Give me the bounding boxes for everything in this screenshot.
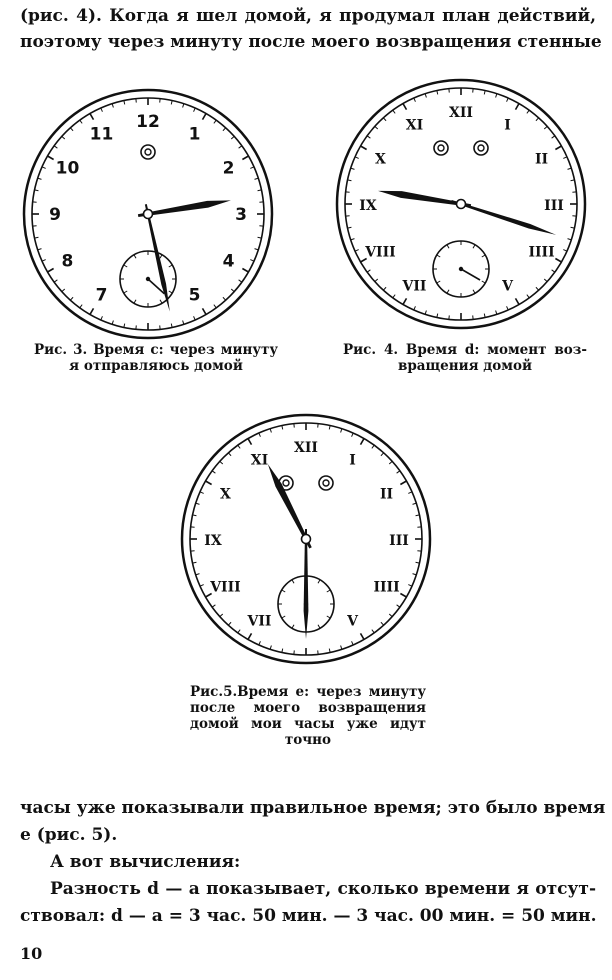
minute-hand xyxy=(451,200,556,235)
clock-face xyxy=(333,76,589,332)
hour-numeral: 8 xyxy=(61,251,74,272)
minute-tick xyxy=(200,585,204,587)
clock-figure-3 xyxy=(20,86,276,342)
minute-tick xyxy=(112,321,113,325)
clock-face xyxy=(178,411,434,667)
hour-numeral: 2 xyxy=(222,158,235,179)
minute-tick xyxy=(544,126,547,129)
hour-numeral: 3 xyxy=(235,205,247,225)
minute-tick xyxy=(212,471,215,473)
minute-tick xyxy=(425,94,426,98)
minute-tick xyxy=(389,614,392,617)
hour-numeral: III xyxy=(389,533,409,549)
hour-numeral: 9 xyxy=(49,205,61,225)
hour-numeral: X xyxy=(220,486,231,503)
text-line: (рис. 4). Когда я шел домой, я продумал план действий, xyxy=(20,6,596,26)
minute-tick xyxy=(270,646,271,650)
hour-numeral: III xyxy=(544,198,564,214)
minute-tick xyxy=(54,280,57,282)
text-line: ствовал: d — a = 3 час. 50 мин. — 3 час. 00 мин. = 50 мин. xyxy=(20,906,597,926)
minute-tick xyxy=(403,104,407,110)
minute-tick xyxy=(200,492,204,494)
minute-tick xyxy=(351,168,355,169)
minute-tick xyxy=(507,306,509,310)
minute-tick xyxy=(568,168,572,169)
hour-numeral: 1 xyxy=(188,124,201,145)
minute-tick xyxy=(393,110,395,113)
minute-tick xyxy=(101,316,103,320)
minute-tick xyxy=(555,259,561,263)
center-pivot xyxy=(144,210,153,219)
minute-tick xyxy=(414,98,416,102)
minute-tick xyxy=(516,298,520,304)
minute-tick xyxy=(372,445,374,448)
minute-tick xyxy=(80,120,82,123)
minute-tick xyxy=(552,136,555,138)
minute-tick xyxy=(355,157,359,159)
text-line: поэтому через минуту после моего возвращения стенные xyxy=(20,32,602,52)
minute-tick xyxy=(231,289,234,292)
hour-numeral: 10 xyxy=(55,158,80,179)
minute-tick xyxy=(223,128,226,131)
minute-tick xyxy=(375,279,378,282)
minute-tick xyxy=(527,110,529,113)
winding-hole-center xyxy=(438,145,444,151)
minute-tick xyxy=(408,492,412,494)
minute-tick xyxy=(42,167,46,169)
hour-numeral: 11 xyxy=(89,124,114,145)
minute-tick xyxy=(361,633,365,639)
hour-numeral: IIII xyxy=(528,244,555,261)
minute-tick xyxy=(112,104,113,108)
minute-tick xyxy=(250,260,254,262)
minute-tick xyxy=(228,453,231,456)
minute-tick xyxy=(259,641,261,645)
minute-tick xyxy=(194,108,196,112)
minute-tick xyxy=(355,250,359,252)
minute-tick xyxy=(397,471,400,473)
minute-tick xyxy=(54,146,57,148)
minute-tick xyxy=(400,594,406,598)
hour-numeral: 12 xyxy=(136,112,160,132)
hour-numeral: 5 xyxy=(188,285,201,306)
minute-tick xyxy=(220,461,223,464)
winding-hole-center xyxy=(283,480,289,486)
hour-numeral: VII xyxy=(247,613,272,630)
minute-tick xyxy=(183,321,184,325)
text-line: Разность d — a показывает, сколько времени я отсут- xyxy=(50,879,596,899)
minute-tick xyxy=(214,305,216,308)
minute-tick xyxy=(352,433,354,437)
minute-tick xyxy=(42,260,46,262)
seconds-pivot xyxy=(459,267,463,271)
center-pivot xyxy=(302,535,311,544)
minute-tick xyxy=(80,305,82,308)
minute-tick xyxy=(403,298,407,304)
center-pivot xyxy=(457,200,466,209)
minute-tick xyxy=(70,128,73,131)
caption-line: Рис. 4. Время d: момент воз- xyxy=(343,342,587,358)
clock-figure-4 xyxy=(333,76,589,332)
minute-tick xyxy=(239,280,242,282)
minute-tick xyxy=(555,146,561,150)
minute-tick xyxy=(183,104,184,108)
minute-tick xyxy=(242,269,248,273)
minute-tick xyxy=(352,641,354,645)
minute-tick xyxy=(259,433,261,437)
minute-tick xyxy=(228,622,231,625)
hour-numeral: XII xyxy=(294,440,318,456)
hour-numeral: I xyxy=(349,452,356,469)
minute-tick xyxy=(231,136,234,139)
minute-tick xyxy=(101,108,103,112)
clock-figure-5 xyxy=(178,411,434,667)
hour-numeral: II xyxy=(534,151,549,168)
minute-tick xyxy=(223,297,226,300)
minute-tick xyxy=(393,295,395,298)
hour-numeral: XI xyxy=(405,117,424,134)
hour-numeral: XII xyxy=(449,105,473,121)
hour-numeral: IIII xyxy=(373,579,400,596)
minute-tick xyxy=(383,287,386,290)
winding-hole xyxy=(434,141,448,155)
minute-tick xyxy=(381,453,384,456)
minute-tick xyxy=(563,250,567,252)
hour-numeral: VIII xyxy=(210,579,241,596)
minute-tick xyxy=(90,114,94,120)
minute-tick xyxy=(496,311,497,315)
minute-tick xyxy=(62,136,65,139)
hour-numeral: X xyxy=(375,151,386,168)
caption-line: Рис.5.Время e: через минуту xyxy=(190,684,426,700)
minute-tick xyxy=(341,429,342,433)
minute-tick xyxy=(248,633,252,639)
hour-numeral: V xyxy=(502,278,513,295)
minute-tick xyxy=(536,287,539,290)
minute-tick xyxy=(496,94,497,98)
minute-tick xyxy=(238,630,240,633)
winding-hole xyxy=(319,476,333,490)
minute-tick xyxy=(361,439,365,445)
minute-tick xyxy=(250,167,254,169)
minute-tick xyxy=(48,269,54,273)
minute-tick xyxy=(413,503,417,504)
hour-numeral: VII xyxy=(402,278,427,295)
hour-numeral: II xyxy=(379,486,394,503)
minute-tick xyxy=(516,104,520,110)
minute-tick xyxy=(367,270,370,272)
minute-tick xyxy=(38,249,42,250)
minute-tick xyxy=(248,439,252,445)
hour-numeral: IX xyxy=(204,533,222,549)
minute-tick xyxy=(527,295,529,298)
figure-3-caption xyxy=(34,342,278,374)
caption-line: домой мои часы уже идут xyxy=(190,716,426,732)
minute-tick xyxy=(341,646,342,650)
minute-tick xyxy=(38,178,42,179)
caption-line: вращения домой xyxy=(397,358,533,374)
minute-tick xyxy=(212,605,215,607)
winding-hole-center xyxy=(145,149,151,155)
figure-4-caption xyxy=(343,342,587,374)
caption-line: после моего возвращения xyxy=(190,700,426,716)
minute-tick xyxy=(536,118,539,121)
minute-tick xyxy=(62,289,65,292)
minute-tick xyxy=(270,429,271,433)
minute-tick xyxy=(220,614,223,617)
winding-hole-center xyxy=(323,480,329,486)
minute-tick xyxy=(242,156,248,160)
minute-tick xyxy=(367,136,370,138)
caption-line: Рис. 3. Время c: через минуту xyxy=(34,342,278,358)
text-line: часы уже показывали правильное время; это было время xyxy=(20,798,606,818)
minute-tick xyxy=(397,605,400,607)
minute-tick xyxy=(255,249,259,250)
winding-hole xyxy=(474,141,488,155)
minute-tick xyxy=(239,146,242,148)
minute-tick xyxy=(414,306,416,310)
hour-numeral: IX xyxy=(359,198,377,214)
minute-tick xyxy=(70,297,73,300)
minute-tick xyxy=(372,630,374,633)
minute-tick xyxy=(383,118,386,121)
minute-tick xyxy=(552,270,555,272)
minute-tick xyxy=(255,178,259,179)
minute-tick xyxy=(507,98,509,102)
text-line: А вот вычисления: xyxy=(50,852,241,872)
minute-tick xyxy=(214,120,216,123)
minute-tick xyxy=(196,574,200,575)
minute-tick xyxy=(194,316,196,320)
hour-numeral: 4 xyxy=(222,251,235,272)
minute-tick xyxy=(203,114,207,120)
hour-numeral: V xyxy=(347,613,358,630)
minute-tick xyxy=(351,239,355,240)
minute-tick xyxy=(381,622,384,625)
hour-numeral: XI xyxy=(250,452,269,469)
minute-tick xyxy=(568,239,572,240)
hour-numeral: I xyxy=(504,117,511,134)
clock-face xyxy=(20,86,276,342)
minute-tick xyxy=(400,481,406,485)
minute-tick xyxy=(196,503,200,504)
minute-tick xyxy=(375,126,378,129)
minute-tick xyxy=(425,311,426,315)
minute-tick xyxy=(238,445,240,448)
minute-tick xyxy=(413,574,417,575)
minute-tick xyxy=(361,146,367,150)
seconds-pivot xyxy=(146,277,150,281)
minute-tick xyxy=(563,157,567,159)
hour-numeral: VIII xyxy=(365,244,396,261)
winding-hole xyxy=(141,145,155,159)
minute-tick xyxy=(544,279,547,282)
minute-tick xyxy=(203,308,207,314)
caption-line: я отправляюсь домой xyxy=(69,358,243,374)
minute-tick xyxy=(408,585,412,587)
minute-tick xyxy=(90,308,94,314)
hour-numeral: 7 xyxy=(95,285,108,306)
figure-5-caption xyxy=(190,684,426,748)
page-number: 10 xyxy=(20,944,43,963)
text-line: e (рис. 5). xyxy=(20,825,118,845)
winding-hole-center xyxy=(478,145,484,151)
caption-line: точно xyxy=(284,732,332,748)
minute-tick xyxy=(48,156,54,160)
minute-tick xyxy=(389,461,392,464)
minute-tick xyxy=(206,481,212,485)
